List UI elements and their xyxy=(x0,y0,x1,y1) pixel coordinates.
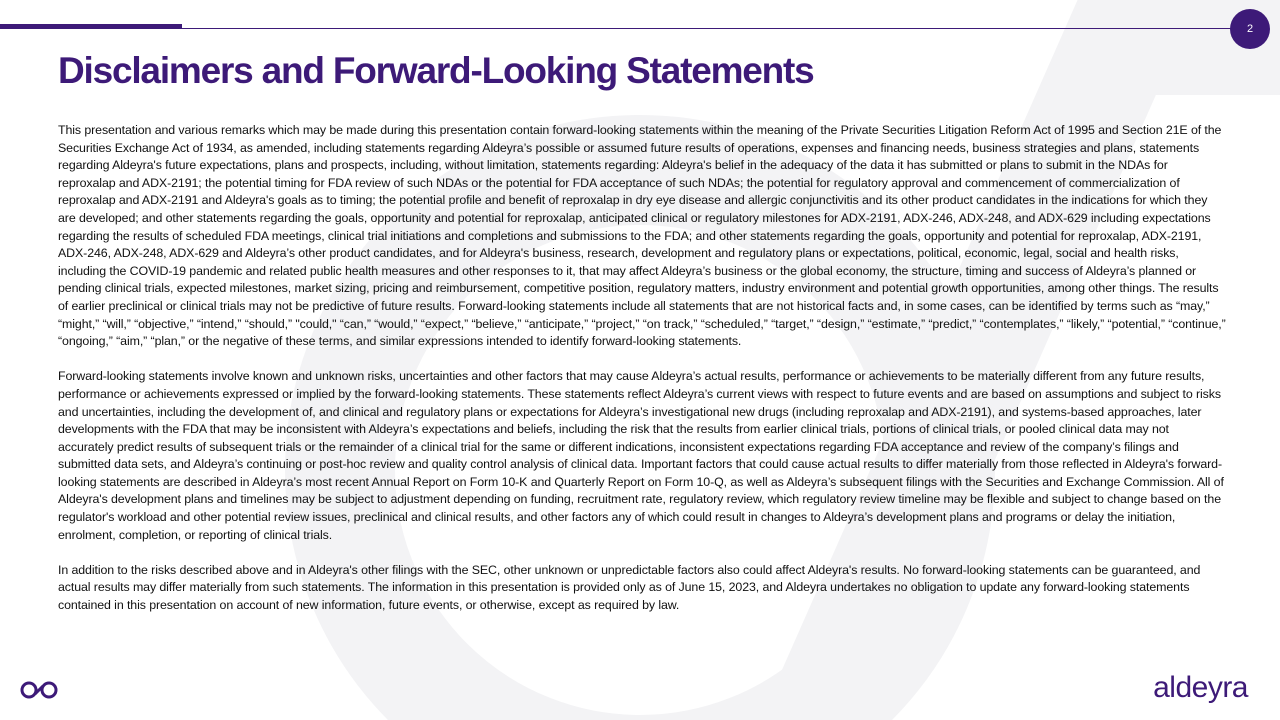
aldeyra-infinity-mark-icon xyxy=(18,680,60,700)
brand-wordmark: aldeyra xyxy=(1153,671,1248,704)
paragraph-forward-looking: This presentation and various remarks which may be made during this presentation contain forward-looking statements within the meaning of the Private Securities Litigation Reform Act of 1995 and Section 21E of the Securities Exchange Act of 1934, as amended, including statements regarding Aldeyra’s possible or assumed future results of operations, expenses and financing needs, business strategies and plans, statements regarding Aldeyra's future expectations, plans and prospects, including, without limitation, statements regarding: Aldeyra's belief in the adequacy of the data it has submitted or plans to submit in the NDAs for reproxalap and ADX-2191; the potential timing for FDA review of such NDAs or the potential for FDA acceptance of such NDAs; the potential for regulatory approval and commencement of commercialization of reproxalap and ADX-2191 and Aldeyra's goals as to timing; the potential profile and benefit of reproxalap in dry eye disease and allergic conjunctivitis and its other product candidates in the indications for which they are developed; and other statements regarding the goals, opportunity and potential for reproxalap, anticipated clinical or regulatory milestones for ADX-2191, ADX-246, ADX-248, and ADX-629 including expectations regarding the results of scheduled FDA meetings, clinical trial initiations and completions and submissions to the FDA; and other statements regarding the goals, opportunity and potential for reproxalap, ADX-2191, ADX-246, ADX-248, ADX-629 and Aldeyra’s other product candidates, and for Aldeyra's business, research, development and regulatory plans or expectations, political, economic, legal, social and health risks, including the COVID-19 pandemic and related public health measures and other responses to it, that may affect Aldeyra’s business or the global economy, the structure, timing and success of Aldeyra’s planned or pending clinical trials, expected milestones, market sizing, pricing and reimbursement, competitive position, regulatory matters, industry environment and potential growth opportunities, among other things. The results of earlier preclinical or clinical trials may not be predictive of future results. Forward-looking statements include all statements that are not historical facts and, in some cases, can be identified by terms such as “may,” “might,” “will,” “objective,” “intend,” “should,” "could," “can,” “would,” “expect,” “believe,” “anticipate,” “project,” “on track,” “scheduled,” “target,” “design,” “estimate,” “predict,” “contemplates,” “likely,” “potential,” “continue,” “ongoing,” “aim,” “plan,” or the negative of these terms, and similar expressions intended to identify forward-looking statements. xyxy=(58,123,1226,349)
header-rule xyxy=(0,28,1240,29)
page-number: 2 xyxy=(1246,23,1254,35)
disclaimer-body xyxy=(58,122,1226,632)
page-number-badge xyxy=(1230,9,1270,49)
paragraph-risks: Forward-looking statements involve known and unknown risks, uncertainties and other factors that may cause Aldeyra’s actual results, performance or achievements to be materially different from any future results, performance or achievements expressed or implied by the forward-looking statements. These statements reflect Aldeyra’s current views with respect to future events and are based on assumptions and subject to risks and uncertainties, including the development of, and clinical and regulatory plans or expectations for Aldeyra’s investigational new drugs (including reproxalap and ADX-2191), and systems-based approaches, later developments with the FDA that may be inconsistent with Aldeyra’s expectations and beliefs, including the risk that the results from earlier clinical trials, portions of clinical trials, or pooled clinical data may not accurately predict results of subsequent trials or the remainder of a clinical trial for the same or different indications, inconsistent expectations regarding FDA acceptance and review of the company’s filings and submitted data sets, and Aldeyra’s continuing or post-hoc review and quality control analysis of clinical data. Important factors that could cause actual results to differ materially from those reflected in Aldeyra's forward-looking statements are described in Aldeyra’s most recent Annual Report on Form 10-K and Quarterly Report on Form 10-Q, as well as Aldeyra’s subsequent filings with the Securities and Exchange Commission. All of Aldeyra's development plans and timelines may be subject to adjustment depending on funding, recruitment rate, regulatory review, which regulatory review timeline may be flexible and subject to change based on the regulator's workload and other potential review issues, preclinical and clinical results, and other factors any of which could result in changes to Aldeyra’s development plans and programs or delay the initiation, enrolment, completion, or reporting of clinical trials. xyxy=(58,369,1224,542)
paragraph-additional-risks: In addition to the risks described above and in Aldeyra's other filings with the SEC, other unknown or unpredictable factors also could affect Aldeyra's results. No forward-looking statements can be guaranteed, and actual results may differ materially from such statements. The information in this presentation is provided only as of June 15, 2023, and Aldeyra undertakes no obligation to update any forward-looking statements contained in this presentation on account of new information, future events, or otherwise, except as required by law. xyxy=(58,562,1201,613)
slide-title: Disclaimers and Forward-Looking Statements xyxy=(58,50,814,91)
